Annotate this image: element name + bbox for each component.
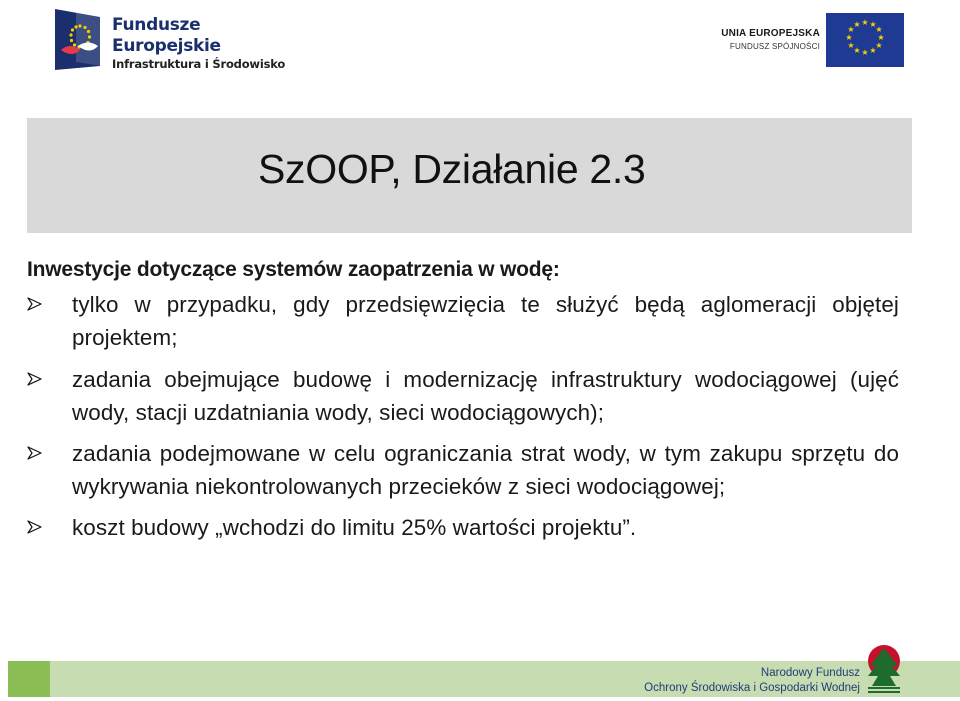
svg-text:★: ★ [847, 25, 855, 34]
bullet-item [27, 288, 899, 354]
svg-text:★: ★ [877, 33, 885, 42]
footer-org-line-2: Ochrony Środowiska i Gospodarki Wodnej [644, 682, 860, 694]
slide-title: SzOOP, Działanie 2.3 [258, 146, 646, 192]
arrow-bullet-icon [27, 372, 42, 386]
slide-content [27, 258, 899, 544]
svg-text:★: ★ [847, 41, 855, 50]
svg-text:★: ★ [861, 18, 869, 27]
svg-text:★: ★ [861, 48, 869, 57]
bullet-item [27, 437, 899, 503]
svg-text:★: ★ [853, 20, 861, 29]
bullet-text: tylko w przypadku, gdy przedsięwzięcia te służyć będą aglomeracji objętej projektem; [72, 292, 899, 350]
eu-label: UNIA EUROPEJSKA [721, 28, 820, 39]
fundusze-europejskie-logo [54, 6, 286, 72]
footer-org-line-1: Narodowy Fundusz [760, 667, 860, 679]
arrow-bullet-icon [27, 297, 42, 311]
svg-text:★: ★ [875, 41, 883, 50]
svg-text:★: ★ [845, 33, 853, 42]
bullet-item [27, 511, 899, 544]
arrow-bullet-icon [27, 446, 42, 460]
svg-text:★: ★ [869, 20, 877, 29]
logo-line-3: Infrastruktura i Środowisko [112, 57, 286, 71]
nfosigw-logo-icon [862, 644, 906, 696]
section-heading: Inwestycje dotyczące systemów zaopatrzenia w wodę: [27, 258, 560, 281]
logo-line-2: Europejskie [112, 36, 221, 56]
bullet-text: zadania podejmowane w celu ograniczania strat wody, w tym zakupu sprzętu do wykrywania niekontrolowanych przecieków z sieci wodociągowej; [72, 441, 899, 499]
funds-flag-logo-icon [54, 6, 106, 72]
cohesion-fund-label: FUNDUSZ SPÓJNOŚCI [729, 42, 820, 51]
logo-line-1: Fundusze [112, 15, 201, 35]
eu-flag-icon [826, 13, 904, 67]
bullet-item [27, 363, 899, 429]
footer-square [8, 661, 50, 697]
svg-text:★: ★ [869, 46, 877, 55]
svg-text:★: ★ [853, 46, 861, 55]
arrow-bullet-icon [27, 520, 42, 534]
eu-cohesion-fund-logo [721, 13, 904, 67]
bullet-text: zadania obejmujące budowę i modernizację infrastruktury wodociągowej (ujęć wody, stacji uzdatniania wody, sieci wodociągowych); [72, 367, 899, 425]
svg-text:★: ★ [875, 25, 883, 34]
bullet-text: koszt budowy „wchodzi do limitu 25% wartości projektu”. [72, 515, 637, 540]
